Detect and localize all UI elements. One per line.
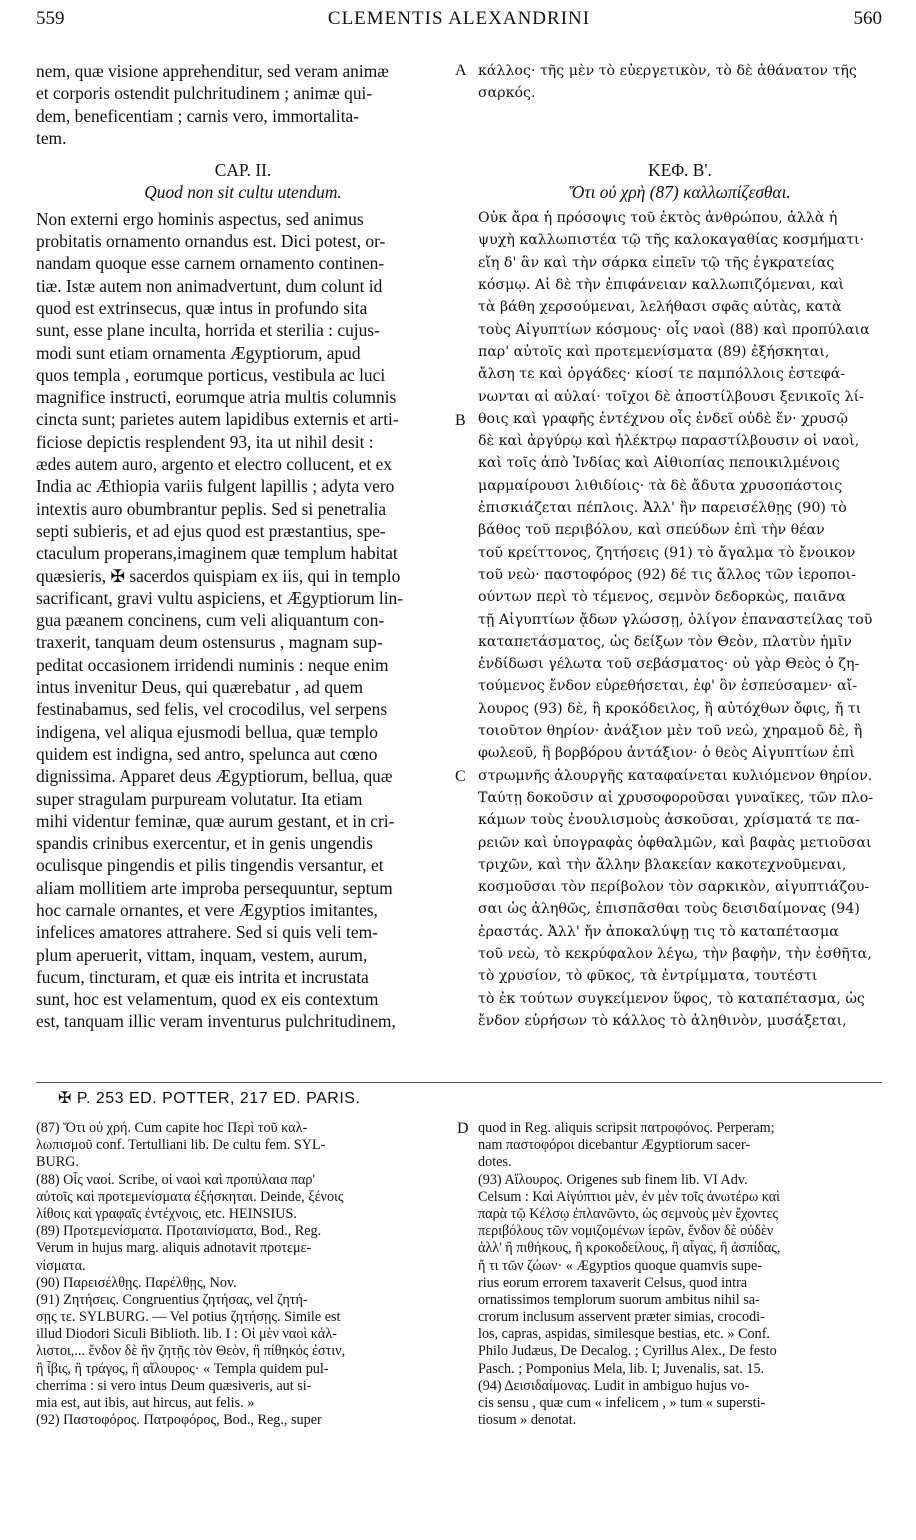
text-line: ψυχὴ καλλωπιστέα τῷ τῆς καλοκαγαθίας κοσμήματι· xyxy=(478,232,865,249)
latin-column xyxy=(36,60,450,1033)
latin-chapter-subtitle: Quod non sit cultu utendum. xyxy=(144,182,342,203)
text-line: κοσμοῦσαι τὸν περίβολον τὸν σαρκικὸν, αἰγυπτιάζου- xyxy=(478,879,870,896)
text-line: δὲ καὶ ἀργύρῳ καὶ ἠλέκτρῳ παραστίλβουσιν οἱ ναοὶ, xyxy=(478,433,860,450)
text-line: quod est extrinsecus, quæ intus in profundo sita xyxy=(36,297,368,318)
text-line: magnifice instructi, eorumque atria multis columnis xyxy=(36,387,397,408)
text-line: φωλεοῦ, ἢ βορβόρου ἀντάξιον· ὁ θεὸς Αἰγυπτίων ἐπὶ xyxy=(478,745,855,762)
text-line: ficiose depictis resplendent 93, ita ut nihil desit : xyxy=(36,431,374,452)
text-line: παρ' αὐτοῖς καὶ προτεμενίσματα (89) ἐξήσκηται, xyxy=(478,343,830,360)
margin-letter-b: B xyxy=(455,412,466,429)
text-line: νωνται αἱ αὐλαί· τοῖχοι δὲ ἀποστίλβουσι ξενικοῖς λί- xyxy=(478,388,864,405)
text-line: Ταύτῃ δοκοῦσιν αἱ χρυσοφοροῦσαι γυναῖκες, τῶν πλο- xyxy=(478,789,874,806)
footnote-line: los, capras, aspidas, similesque bestias, etc. » Conf. xyxy=(478,1326,770,1343)
footnote-line: BURG. xyxy=(36,1154,79,1171)
text-line: probitatis ornamento ornandus est. Dici potest, or- xyxy=(36,231,386,252)
page-number-left: 559 xyxy=(36,8,65,29)
text-line: βάθος τοῦ περιβόλου, καὶ σπεύδων ἐπὶ τὴν θέαν xyxy=(478,522,825,539)
footnote-line: λίθοις καὶ γραφαῖς ἐντέχνοις, etc. HEINSIUS. xyxy=(36,1205,297,1222)
text-line: τοὺς Αἰγυπτίων κόσμους· οἷς ναοὶ (88) καὶ προπύλαια xyxy=(478,321,870,338)
text-line: sunt, hoc est velamentum, quod ex eis contextum xyxy=(36,989,379,1010)
text-line: modi sunt etiam ornamenta Ægyptiorum, apud xyxy=(36,342,361,363)
text-line: κάμων τοὺς ἐνουλισμοὺς ἀσκοῦσαι, χρίσματά τε πα- xyxy=(478,812,860,829)
text-line: θοις καὶ γραφῆς ἐντέχνου οἷς ἐνδεῖ οὐδὲ ἕν· χρυσῷ xyxy=(478,410,848,427)
footnote-line: crorum inclusum asservent præter simias, crocodi- xyxy=(478,1309,765,1326)
text-line: τριχῶν, καὶ τὴν ἄλλην βλακείαν κακοτεχνοῦμεναι, xyxy=(478,856,847,873)
footnote-line: ἤ τι τῶν ζώων· « Ægyptios quoque quamvis supe- xyxy=(478,1257,763,1274)
text-line: τῇ Αἰγυπτίων ᾄδων γλώσσῃ, ὀλίγον ἐπαναστείλας τοῦ xyxy=(478,611,873,628)
footnote-line: (92) Παστοφόρος. Πατροφόρος, Bod., Reg., super xyxy=(36,1412,322,1429)
greek-chapter-heading: ΚΕΦ. Β'. xyxy=(648,159,712,180)
text-line: plum aperuerit, vittam, inquam, vestem, aurum, xyxy=(36,944,368,965)
text-line: aliam mollitiem arte improba persequuntur, septum xyxy=(36,877,393,898)
text-line: cincta sunt; parietes autem lapidibus externis et arti- xyxy=(36,409,399,430)
text-line: εἴη δ' ἂν καὶ τὴν σάρκα εἰπεῖν τῷ τῆς ἐγκρατείας xyxy=(478,254,835,271)
latin-intro xyxy=(36,60,450,149)
text-line: τὸ χρυσίον, τὸ φῦκος, τὰ ἐντρίμματα, τουτέστι xyxy=(478,968,818,985)
margin-letter-d: D xyxy=(457,1120,469,1137)
footnote-line: περιβόλους τῶν νομιζομένων ἱερῶν, ἔνδον δὲ οὐδὲν xyxy=(478,1223,774,1240)
footnote-line: quod in Reg. aliquis scripsit πατροφόνος. Perperam; xyxy=(478,1120,775,1136)
footnote-line: (93) Αἴλουρος. Origenes sub finem lib. VI Adv. xyxy=(478,1171,748,1188)
text-line: λουρος (93) δὲ, ἢ κροκόδειλος, ἢ αὐτόχθων ὄφις, ἤ τι xyxy=(478,700,862,717)
footnote-line: Philo Judæus, De Decalog. ; Cyrillus Alex., De festo xyxy=(478,1343,777,1360)
text-line: est, tanquam illic veram inventurus pulchritudinem, xyxy=(36,1011,396,1032)
footnote-divider xyxy=(36,1082,882,1083)
footnote-line: παρὰ τῷ Κέλσῳ ἐπλανῶντο, ὡς σεμνοὺς μὲν ἔχοντες xyxy=(478,1205,779,1222)
text-line: fucum, tincturam, et quæ eis intrita et incrustata xyxy=(36,966,369,987)
text-line: infelices amatores attrahere. Sed si quis veli tem- xyxy=(36,922,378,943)
footnote-line: (88) Οἷς ναοί. Scribe, οἱ ναοὶ καὶ προπύλαια παρ' xyxy=(36,1171,316,1188)
text-line: καταπετάσματος, ὡς δείξων τὸν Θεὸν, πλατὺν ἡμῖν xyxy=(478,633,852,650)
text-line: ἄλση τε καὶ ὀργάδες· κίοσί τε παμπόλλοις ἐστεφά- xyxy=(478,366,846,383)
text-line: κόσμῳ. Αἱ δὲ τὴν ἐπιφάνειαν καλλωπιζόμεναι, καὶ xyxy=(478,277,845,294)
text-line: κάλλος· τῆς μὲν τὸ εὐεργετικὸν, τὸ δὲ ἀθάνατον τῆς xyxy=(478,63,857,79)
text-line: sunt, esse plane inculta, horrida et sterilia : cujus- xyxy=(36,320,380,341)
footnote-line: illud Diodori Siculi Biblioth. lib. I : Οἱ μὲν ναοὶ κάλ- xyxy=(36,1326,337,1343)
text-line: ρειῶν καὶ ὑπογραφὰς ὀφθαλμῶν, καὶ βαφὰς μετιοῦσαι xyxy=(478,834,872,851)
edition-reference: ✠ P. 253 ED. POTTER, 217 ED. PARIS. xyxy=(58,1090,361,1107)
footnote-line: (87) Ὅτι οὐ χρή. Cum capite hoc Περὶ τοῦ καλ- xyxy=(36,1120,308,1136)
text-line: ἐπισκιάζεται πέπλοις. Ἀλλ' ἢν παρεισέλθῃς (90) τὸ xyxy=(478,500,847,517)
footnote-line: (94) Δεισιδαίμονας. Ludit in ambiguo hujus vo- xyxy=(478,1377,750,1394)
text-line: quidem est indigna, sed antro, spelunca aut cœno xyxy=(36,743,378,764)
footnotes-left xyxy=(36,1120,456,1429)
running-title: CLEMENTIS ALEXANDRINI xyxy=(327,8,591,29)
footnote-line: ἀλλ' ἢ πιθήκους, ἢ κροκοδείλους, ἢ αἶγας, ἢ ἀσπίδας, xyxy=(478,1240,781,1257)
footnote-line: (90) Παρεισέλθῃς. Παρέλθῃς, Nov. xyxy=(36,1274,237,1291)
text-line: mihi videntur feminæ, quæ aurum gestant, et in cri- xyxy=(36,810,395,831)
text-line: oculisque pingendis et pilis tingendis versantur, et xyxy=(36,855,384,876)
footnote-line: tiosum » denotat. xyxy=(478,1412,577,1429)
text-line: festinabamus, sed felis, vel crocodilus, vel serpens xyxy=(36,699,388,720)
text-line: ἐραστάς. Ἀλλ' ἤν ἀποκαλύψῃ τις τὸ καταπέτασμα xyxy=(478,923,839,940)
text-line: quos templa , eorumque porticus, vestibula ac luci xyxy=(36,364,386,385)
text-line: peditat occasionem irridendi numinis : neque enim xyxy=(36,654,389,675)
text-line: super stragulam purpuream volutatur. Ita etiam xyxy=(36,788,363,809)
text-line: ούντων περὶ τὸ τέμενος, σεμνὸν δεδορκὼς, παιᾶνα xyxy=(478,589,846,606)
running-header xyxy=(36,8,882,36)
text-line: ἔνδον εὑρήσων τὸ κάλλος τὸ ἀληθινὸν, μυσάξεται, xyxy=(478,1012,847,1029)
text-line: dignissima. Apparet deus Ægyptiorum, bellua, quæ xyxy=(36,766,393,787)
text-line: Οὐκ ἄρα ἡ πρόσοψις τοῦ ἐκτὸς ἀνθρώπου, ἀλλὰ ἡ xyxy=(478,210,838,227)
footnote-line: ornatissimos templorum suorum ambitus nihil sa- xyxy=(478,1291,760,1308)
footnotes-right xyxy=(478,1120,882,1429)
greek-chapter-subtitle: Ὅτι οὐ χρὴ (87) καλλωπίζεσθαι. xyxy=(569,181,791,202)
footnote-line: Pasch. ; Pomponius Mela, lib. I; Juvenalis, sat. 15. xyxy=(478,1360,765,1377)
text-line: gua pæanem concinens, cum veli aliquantum con- xyxy=(36,610,385,631)
text-line: σαι ὡς ἀληθῶς, ἐπισπᾶσθαι τοὺς δεισιδαίμονας (94) xyxy=(478,901,860,918)
text-line: τοῦ κρείττονος, ζητήσεις (91) τὸ ἄγαλμα τὸ ἔνοικον xyxy=(478,544,856,561)
footnote-line: mia est, aut ibis, aut hircus, aut felis. » xyxy=(36,1395,255,1411)
margin-letter-c: C xyxy=(455,768,466,785)
footnote-line: Verum in hujus marg. aliquis adnotavit προτεμε- xyxy=(36,1240,312,1257)
text-line: spandis crinibus exercentur, et in genis ungendis xyxy=(36,833,373,854)
text-line: India ac Æthiopia variis fulgent lapillis ; adyta vero xyxy=(36,476,395,497)
text-line: ædes autem auro, argento et electro collucent, et ex xyxy=(36,454,393,475)
footnote-line: λιστοι,... ἔνδον δὲ ἢν ζητῇς τὸν Θεὸν, ἢ πίθηκός ἐστιν, xyxy=(36,1343,346,1360)
text-line: τοιοῦτον θηρίον· ἀνάξιον μὲν τοῦ νεὼ, χηραμοῦ δὲ, ἢ xyxy=(478,723,863,740)
text-line: τοῦ νεὼ· παστοφόρος (92) δέ τις ἄλλος τῶν ἱεροποι- xyxy=(478,566,856,583)
text-line: septi subieris, et ad ejus quod est præstantius, spe- xyxy=(36,520,386,541)
page-number-right: 560 xyxy=(853,8,882,29)
text-line: nandam quoque esse carnem ornamento continen- xyxy=(36,253,385,274)
margin-letter-a: A xyxy=(455,62,467,79)
greek-intro xyxy=(478,60,882,105)
text-line: τούμενος ἔνδον εὑρεθήσεται, ἐφ' ὃν ἐσπεύσαμεν· αἴ- xyxy=(478,678,858,695)
latin-body xyxy=(36,208,450,1033)
text-line: ἐνδίδωσι γέλωτα τοῦ σεβάσματος· οὐ γὰρ Θεὸς ὁ ζη- xyxy=(478,656,860,673)
text-line: intextis auro obumbrantur peplis. Sed si penetralia xyxy=(36,498,387,519)
text-line: hoc carnale ornantes, et vere Ægyptios imitantes, xyxy=(36,899,378,920)
text-line: στρωμνῆς ἁλουργῆς καταφαίνεται κυλιόμενον θηρίον. xyxy=(478,767,873,784)
text-line: τὸ ἐκ τούτων συγκείμενον ὕφος, τὸ καταπέτασμα, ὡς xyxy=(478,990,865,1007)
text-line: quæsieris, ✠ sacerdos quispiam ex iis, qui in templo xyxy=(36,565,401,586)
footnote-line: νίσματα. xyxy=(36,1257,86,1274)
latin-chapter-heading: CAP. II. xyxy=(214,160,272,181)
footnote-line: αὐτοῖς καὶ προτεμενίσματα ἐξήσκηται. Deinde, ξένοις xyxy=(36,1188,344,1205)
text-line: μαρμαίρουσι λιθιδίοις· τὰ δὲ ἄδυτα χρυσοπάστοις xyxy=(478,477,843,494)
text-line: traxerit, tanquam deum ostensurus , magnam sup- xyxy=(36,632,383,653)
footnote-line: (89) Προτεμενίσματα. Προταινίσματα, Bod., Reg. xyxy=(36,1223,322,1240)
greek-column xyxy=(478,60,882,1032)
footnote-line: ἢ ἶβις, ἢ τράγος, ἢ αἴλουρος· « Templa quidem pul- xyxy=(36,1360,329,1377)
footnote-line: cherrima : si vero intus Deum quæsiveris, aut si- xyxy=(36,1377,312,1394)
footnote-line: rius eorum errorem taxaverit Celsus, quod intra xyxy=(478,1274,748,1291)
text-line: tem. xyxy=(36,127,67,148)
text-line: σαρκός. xyxy=(478,85,536,102)
footnote-line: λωπισμοῦ conf. Tertulliani lib. De cultu fem. SYL- xyxy=(36,1137,326,1154)
footnote-line: cis sensu , quæ cum « infelicem , » tum « supersti- xyxy=(478,1395,766,1411)
footnote-line: dotes. xyxy=(478,1154,512,1171)
text-line: τὰ βάθη χερσούμεναι, λελήθασι σφᾶς αὐτὰς, κατὰ xyxy=(478,299,842,316)
text-line: καὶ τοῖς ἀπὸ Ἰνδίας καὶ Αἰθιοπίας πεποικιλμένοις xyxy=(478,455,840,472)
text-line: Non externi ergo hominis aspectus, sed animus xyxy=(36,208,364,229)
text-line: nem, quæ visione apprehenditur, sed veram animæ xyxy=(36,61,389,81)
text-line: tiæ. Istæ autem non animadvertunt, dum colunt id xyxy=(36,275,383,296)
text-line: intus invenitur Deus, qui quærebatur , ad quem xyxy=(36,677,363,698)
text-line: et corporis ostendit pulchritudinem ; animæ qui- xyxy=(36,83,373,104)
greek-body xyxy=(478,207,882,1032)
text-line: τοῦ νεὼ, τὸ κεκρύφαλον λέγω, τὴν βαφὴν, τὴν ἐσθῆτα, xyxy=(478,945,872,962)
footnote-line: nam παστοφόροι dicebantur Ægyptiorum sacer- xyxy=(478,1137,751,1154)
footnote-line: (91) Ζητήσεις. Congruentius ζητήσας, vel ζητή- xyxy=(36,1291,308,1308)
text-line: dem, beneficentiam ; carnis vero, immortalita- xyxy=(36,105,360,126)
footnote-line: Celsum : Καὶ Αἰγύπτιοι μὲν, ἐν μὲν τοῖς ἀνωτέρω καὶ xyxy=(478,1188,780,1205)
text-line: indigena, vel aliqua ejusmodi bellua, quæ templo xyxy=(36,721,378,742)
text-line: sacrificant, gravi vultu aspiciens, et Ægyptiorum lin- xyxy=(36,587,404,608)
text-line: ctaculum properans,imaginem quæ templum habitat xyxy=(36,543,398,564)
footnote-line: σῃς τε. SYLBURG. — Vel potius ζητήσῃς. Simile est xyxy=(36,1309,341,1326)
